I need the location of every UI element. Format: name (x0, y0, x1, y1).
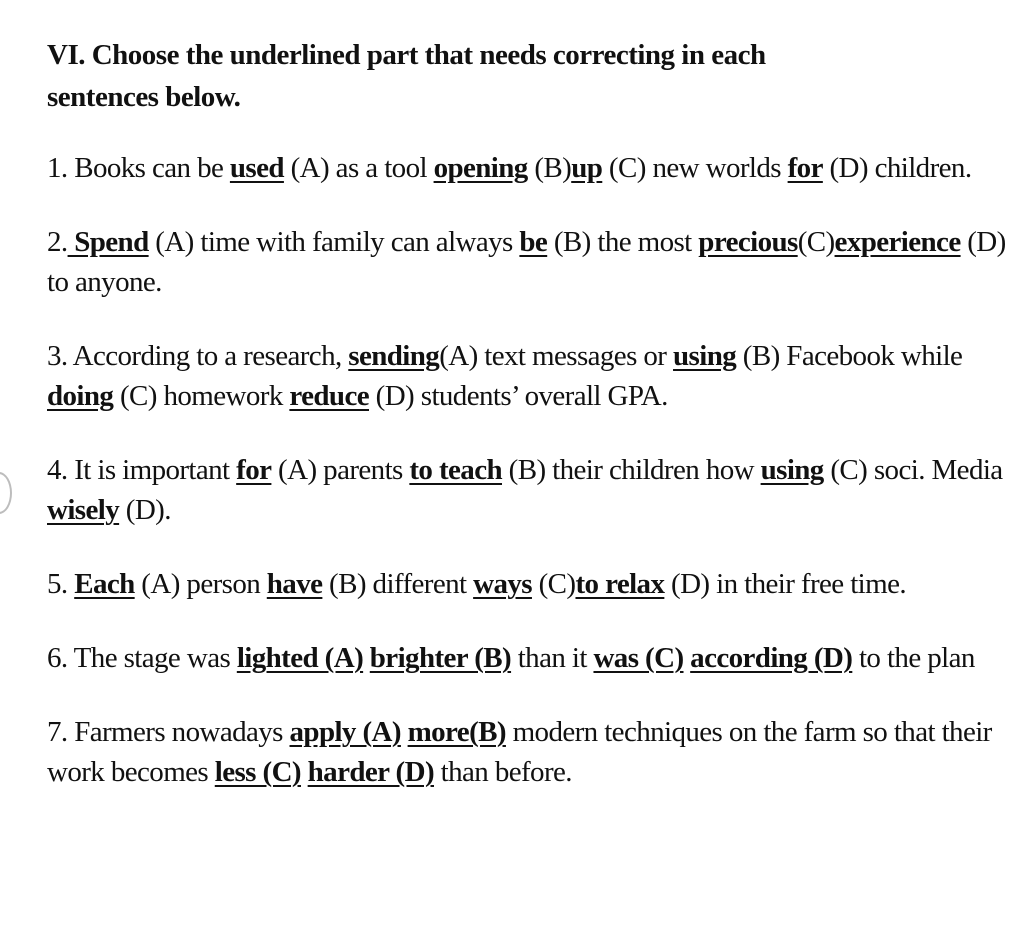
sentence-text: 1. Books can be (47, 152, 230, 184)
underlined-option: experience (834, 226, 961, 258)
underlined-option: have (266, 568, 323, 600)
underlined-option: to teach (409, 454, 502, 486)
underlined-option: be (519, 226, 548, 258)
underlined-option: using (760, 454, 824, 486)
underlined-option: for (787, 152, 823, 184)
sentence-text: to the plan (852, 642, 975, 674)
sentence-text: than before. (434, 756, 572, 788)
question-3 (47, 336, 1007, 416)
sentence-text: 5. (47, 568, 75, 600)
sentence-text: (A) text messages or (439, 340, 674, 372)
underlined-option: opening (433, 152, 528, 184)
underlined-option: Each (74, 568, 135, 600)
underlined-option: lighted (A) (236, 642, 364, 674)
sentence-text: (D) children. (822, 152, 972, 184)
sentence-text: 7. Farmers nowadays (47, 716, 290, 748)
underlined-option: using (673, 340, 737, 372)
exercise-heading (47, 34, 1007, 118)
underlined-option: doing (47, 380, 114, 412)
underlined-option: less (C) (214, 756, 301, 788)
underlined-option: more(B) (407, 716, 506, 748)
sentence-text: (B) different (322, 568, 474, 600)
sentence-text (401, 716, 408, 748)
underlined-option: for (236, 454, 272, 486)
underlined-option: wisely (47, 494, 120, 526)
sentence-text: 2. (47, 226, 68, 258)
worksheet (47, 34, 1007, 826)
sentence-text (301, 756, 308, 788)
underlined-option: harder (D) (307, 756, 434, 788)
underlined-option: according (D) (690, 642, 853, 674)
heading-line-2: sentences below. (47, 81, 241, 113)
underlined-option: ways (473, 568, 532, 600)
question-list (47, 148, 1007, 792)
question-1 (47, 148, 1007, 188)
sentence-text: (C) new worlds (602, 152, 788, 184)
sentence-text: (C) (797, 226, 835, 258)
underlined-option: was (C) (593, 642, 684, 674)
question-6 (47, 638, 1007, 678)
sentence-text: (D) to anyone. (47, 226, 1006, 298)
sentence-text: (A) time with family can always (148, 226, 520, 258)
underlined-option: brighter (B) (369, 642, 512, 674)
underlined-option: up (571, 152, 603, 184)
sentence-text: 6. The stage was (47, 642, 237, 674)
sentence-text: (C) homework (113, 380, 290, 412)
heading-line-1: VI. Choose the underlined part that needs correcting in each (47, 39, 766, 71)
underlined-option: Spend (67, 226, 149, 258)
sentence-text: (A) as a tool (283, 152, 434, 184)
sentence-text: (B) Facebook while (736, 340, 963, 372)
sentence-text: than it (511, 642, 594, 674)
underlined-option: precious (698, 226, 798, 258)
underlined-option: sending (348, 340, 440, 372)
sentence-text: (C) (531, 568, 576, 600)
question-5 (47, 564, 1007, 604)
sentence-text: (D). (119, 494, 171, 526)
sentence-text: modern techniques on the farm so that their work becomes (47, 716, 992, 788)
sentence-text: (B) the most (547, 226, 699, 258)
question-2 (47, 222, 1007, 302)
sentence-text: (A) parents (271, 454, 410, 486)
underlined-option: reduce (289, 380, 369, 412)
sentence-text: (B) their children how (502, 454, 761, 486)
sentence-text: (D) in their free time. (664, 568, 907, 600)
sentence-text: 4. It is important (47, 454, 237, 486)
underlined-option: to relax (575, 568, 665, 600)
sentence-text: (C) soci. Media (823, 454, 1003, 486)
sentence-text: 3. According to a research, (47, 340, 349, 372)
underlined-option: apply (A) (289, 716, 401, 748)
sentence-text (363, 642, 370, 674)
sentence-text: (A) person (134, 568, 267, 600)
question-7 (47, 712, 1007, 792)
question-4 (47, 450, 1007, 530)
sentence-text: (D) students’ overall GPA. (369, 380, 668, 412)
underlined-option: used (229, 152, 284, 184)
sentence-text: (B) (527, 152, 572, 184)
page-edge-mark (0, 472, 12, 514)
